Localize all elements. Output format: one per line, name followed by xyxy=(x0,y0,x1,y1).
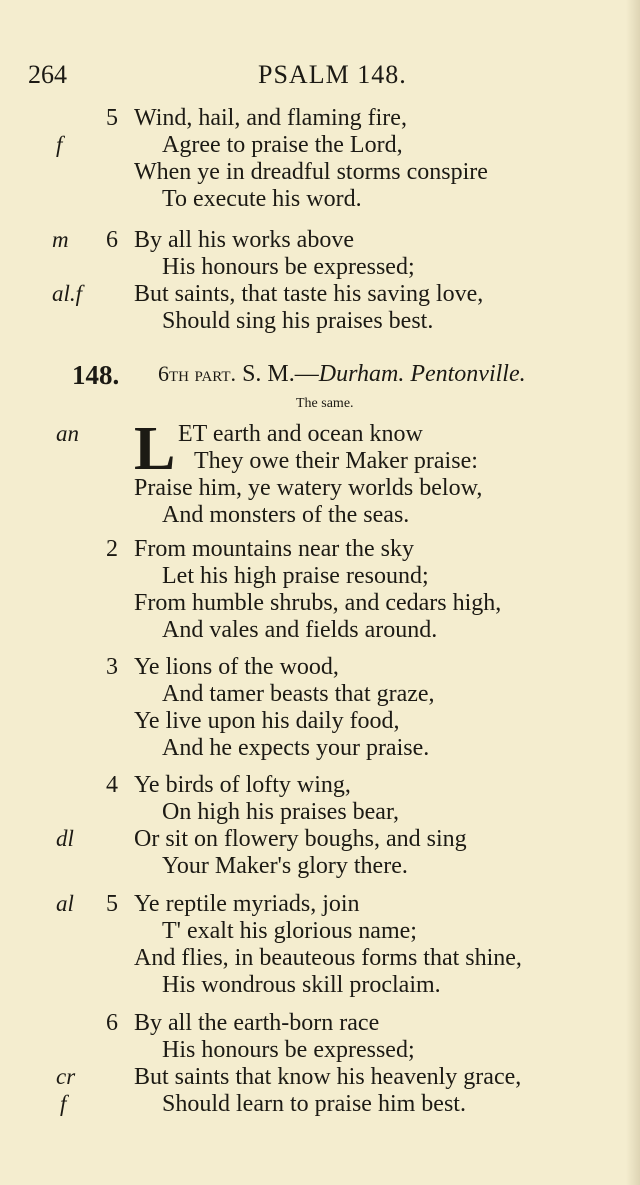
page-number: 264 xyxy=(28,60,67,89)
verse-line: Agree to praise the Lord, xyxy=(162,132,403,158)
verse-line: By all the earth-born race xyxy=(134,1010,380,1036)
verse-line: They owe their Maker praise: xyxy=(194,448,478,474)
verse-line: On high his praises bear, xyxy=(162,799,399,825)
dynamic-mark: dl xyxy=(56,826,74,851)
dynamic-mark: f xyxy=(56,132,63,157)
dynamic-mark: al xyxy=(56,891,74,916)
hymn-meter: S. M.— xyxy=(242,361,319,387)
verse-line: But saints, that taste his saving love, xyxy=(134,281,484,307)
verse-line: Ye live upon his daily food, xyxy=(134,708,400,734)
verse-line: And vales and fields around. xyxy=(162,617,438,643)
verse-line: His wondrous skill proclaim. xyxy=(162,972,441,998)
stanza-number: 2 xyxy=(106,536,118,562)
stanza-number: 5 xyxy=(106,105,118,131)
verse-line: And tamer beasts that graze, xyxy=(162,681,435,707)
hymn-number: 148. xyxy=(72,360,120,390)
verse-line: Ye lions of the wood, xyxy=(134,654,339,680)
stanza-number: 3 xyxy=(106,654,118,680)
verse-line: Ye reptile myriads, join xyxy=(134,891,360,917)
verse-line: Wind, hail, and flaming fire, xyxy=(134,105,407,131)
dynamic-mark: an xyxy=(56,421,79,446)
verse-line: Praise him, ye watery worlds below, xyxy=(134,475,483,501)
verse-line: And monsters of the seas. xyxy=(162,502,410,528)
verse-line: Let his high praise resound; xyxy=(162,563,429,589)
hymn-tunes: Durham. Pentonville. xyxy=(318,361,526,387)
verse-line: His honours be expressed; xyxy=(162,254,415,280)
verse-line: And he expects your praise. xyxy=(162,735,430,761)
verse-line: ET earth and ocean know xyxy=(178,421,423,447)
page-edge-shadow xyxy=(626,0,640,1185)
verse-line: Your Maker's glory there. xyxy=(162,853,408,879)
stanza-number: 6 xyxy=(106,1010,118,1036)
dynamic-mark: al.f xyxy=(52,281,83,306)
drop-cap: L xyxy=(134,415,176,483)
dynamic-mark: m xyxy=(52,227,69,252)
verse-line: When ye in dreadful storms conspire xyxy=(134,159,488,185)
verse-line: Ye birds of lofty wing, xyxy=(134,772,351,798)
verse-line: By all his works above xyxy=(134,227,354,253)
verse-line: To execute his word. xyxy=(162,186,362,212)
verse-line: From humble shrubs, and cedars high, xyxy=(134,590,502,616)
verse-line: Or sit on flowery boughs, and sing xyxy=(134,826,467,852)
hymn-heading xyxy=(158,361,526,388)
stanza-number: 5 xyxy=(106,891,118,917)
dynamic-mark: cr xyxy=(56,1064,76,1089)
verse-line: T' exalt his glorious name; xyxy=(162,918,417,944)
hymn-subtitle: The same. xyxy=(296,396,354,411)
verse-line: From mountains near the sky xyxy=(134,536,414,562)
stanza-number: 4 xyxy=(106,772,118,798)
verse-line: His honours be expressed; xyxy=(162,1037,415,1063)
page-title: PSALM 148. xyxy=(258,60,407,89)
verse-line: But saints that know his heavenly grace, xyxy=(134,1064,522,1090)
verse-line: And flies, in beauteous forms that shine, xyxy=(134,945,522,971)
verse-line: Should sing his praises best. xyxy=(162,308,434,334)
verse-line: Should learn to praise him best. xyxy=(162,1091,466,1117)
stanza-number: 6 xyxy=(106,227,118,253)
dynamic-mark: f xyxy=(60,1091,67,1116)
hymn-part: 6th part. xyxy=(158,361,237,386)
